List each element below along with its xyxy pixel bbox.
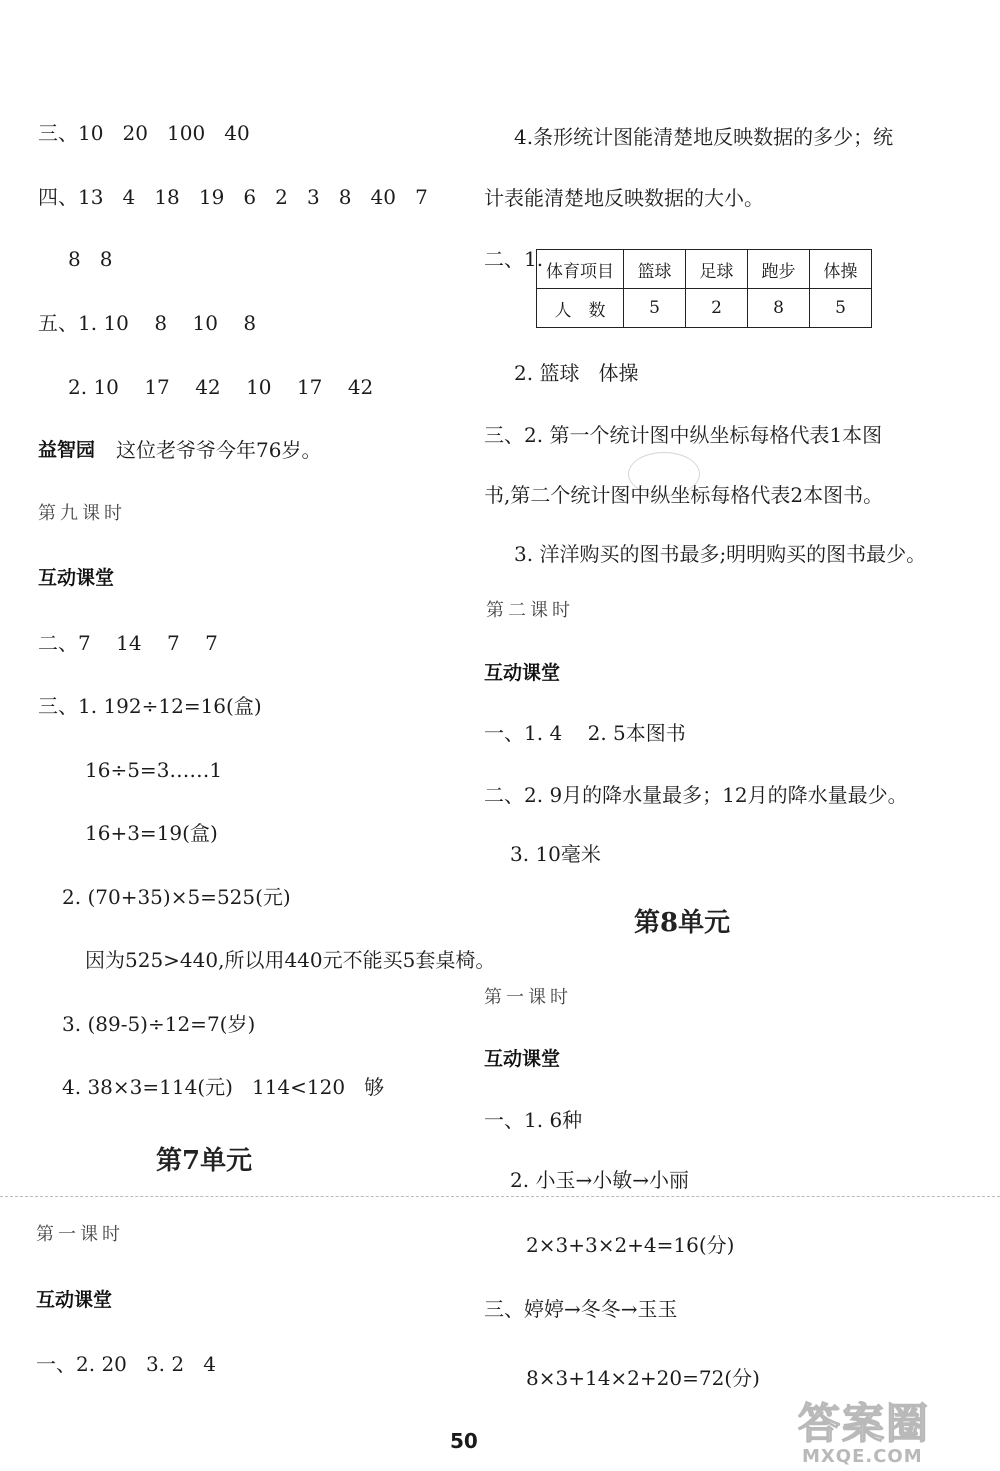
answer-line: 16+3=19(盒)	[85, 821, 218, 845]
unit-heading-7: 第7单元	[156, 1146, 253, 1176]
answer-line: 三、2. 第一个统计图中纵坐标每格代表1本图	[484, 423, 883, 447]
table-cell: 2	[686, 289, 748, 328]
answer-line-4-cont: 8 8	[68, 247, 113, 271]
table-cell: 5	[810, 289, 872, 328]
table-prefix: 二、1.	[484, 247, 544, 271]
answer-line: 2. 篮球 体操	[514, 361, 639, 385]
watermark-url: MXQE.COM	[802, 1446, 923, 1467]
section-heading-interactive: 互动课堂	[36, 1289, 113, 1311]
answer-line: 8×3+14×2+20=72(分)	[526, 1366, 760, 1390]
answer-line: 3. (89-5)÷12=7(岁)	[62, 1012, 256, 1036]
answer-line: 一、1. 4 2. 5本图书	[484, 721, 686, 745]
answer-line: 因为525>440,所以用440元不能买5套桌椅。	[85, 948, 496, 972]
table-header-cell: 体操	[810, 250, 872, 289]
answer-line: 2×3+3×2+4=16(分)	[526, 1233, 735, 1257]
answer-line: 二、7 14 7 7	[38, 631, 218, 655]
table-row	[537, 289, 872, 328]
answer-line-5-2: 2. 10 17 42 10 17 42	[68, 375, 374, 399]
section-heading-interactive: 互动课堂	[484, 662, 561, 684]
lesson-heading-9: 第九课时	[38, 503, 126, 524]
answer-line: 书,第二个统计图中纵坐标每格代表2本图书。	[484, 483, 884, 507]
answer-line: 一、1. 6种	[484, 1108, 583, 1132]
section-heading-interactive: 互动课堂	[484, 1048, 561, 1070]
table-header-cell: 足球	[686, 250, 748, 289]
sports-stats-table	[536, 249, 872, 328]
answer-line: 4.条形统计图能清楚地反映数据的多少；统	[514, 125, 894, 149]
puzzle-label: 益智园	[38, 439, 96, 461]
puzzle-answer: 这位老爷爷今年76岁。	[116, 438, 322, 462]
lesson-heading-1: 第一课时	[36, 1224, 124, 1245]
watermark-text: 答案圈	[798, 1399, 931, 1448]
watermark-logo	[798, 1400, 998, 1470]
answer-line: 三、1. 192÷12=16(盒)	[38, 694, 262, 718]
answer-line: 3. 洋洋购买的图书最多;明明购买的图书最少。	[514, 542, 927, 566]
answer-line-3: 三、10 20 100 40	[38, 121, 250, 145]
table-header-cell: 篮球	[624, 250, 686, 289]
answer-line: 一、2. 20 3. 2 4	[36, 1352, 216, 1376]
answer-line: 计表能清楚地反映数据的大小。	[484, 186, 764, 210]
answer-line: 三、婷婷→冬冬→玉玉	[484, 1297, 678, 1321]
answer-line: 二、2. 9月的降水量最多；12月的降水量最少。	[484, 783, 908, 807]
table-row-label: 人 数	[537, 289, 624, 328]
answer-line-4: 四、13 4 18 19 6 2 3 8 40 7	[38, 185, 428, 209]
answer-line: 3. 10毫米	[510, 842, 601, 866]
column-divider	[0, 1196, 1000, 1197]
answer-line: 4. 38×3=114(元) 114<120 够	[62, 1075, 385, 1099]
section-heading-interactive: 互动课堂	[38, 567, 115, 589]
page-number: 50	[450, 1429, 478, 1453]
lesson-heading-2: 第二课时	[486, 600, 574, 621]
table-header-cell: 跑步	[748, 250, 810, 289]
table-row	[537, 250, 872, 289]
answer-line: 16÷5=3……1	[85, 758, 223, 782]
answer-line: 2. 小玉→小敏→小丽	[510, 1168, 689, 1192]
table-cell: 8	[748, 289, 810, 328]
table-cell: 5	[624, 289, 686, 328]
unit-heading-8: 第8单元	[634, 908, 731, 938]
lesson-heading-1: 第一课时	[484, 987, 572, 1008]
table-header-cell: 体育项目	[537, 250, 624, 289]
answer-line: 2. (70+35)×5=525(元)	[62, 885, 291, 909]
answer-line-5: 五、1. 10 8 10 8	[38, 311, 257, 335]
